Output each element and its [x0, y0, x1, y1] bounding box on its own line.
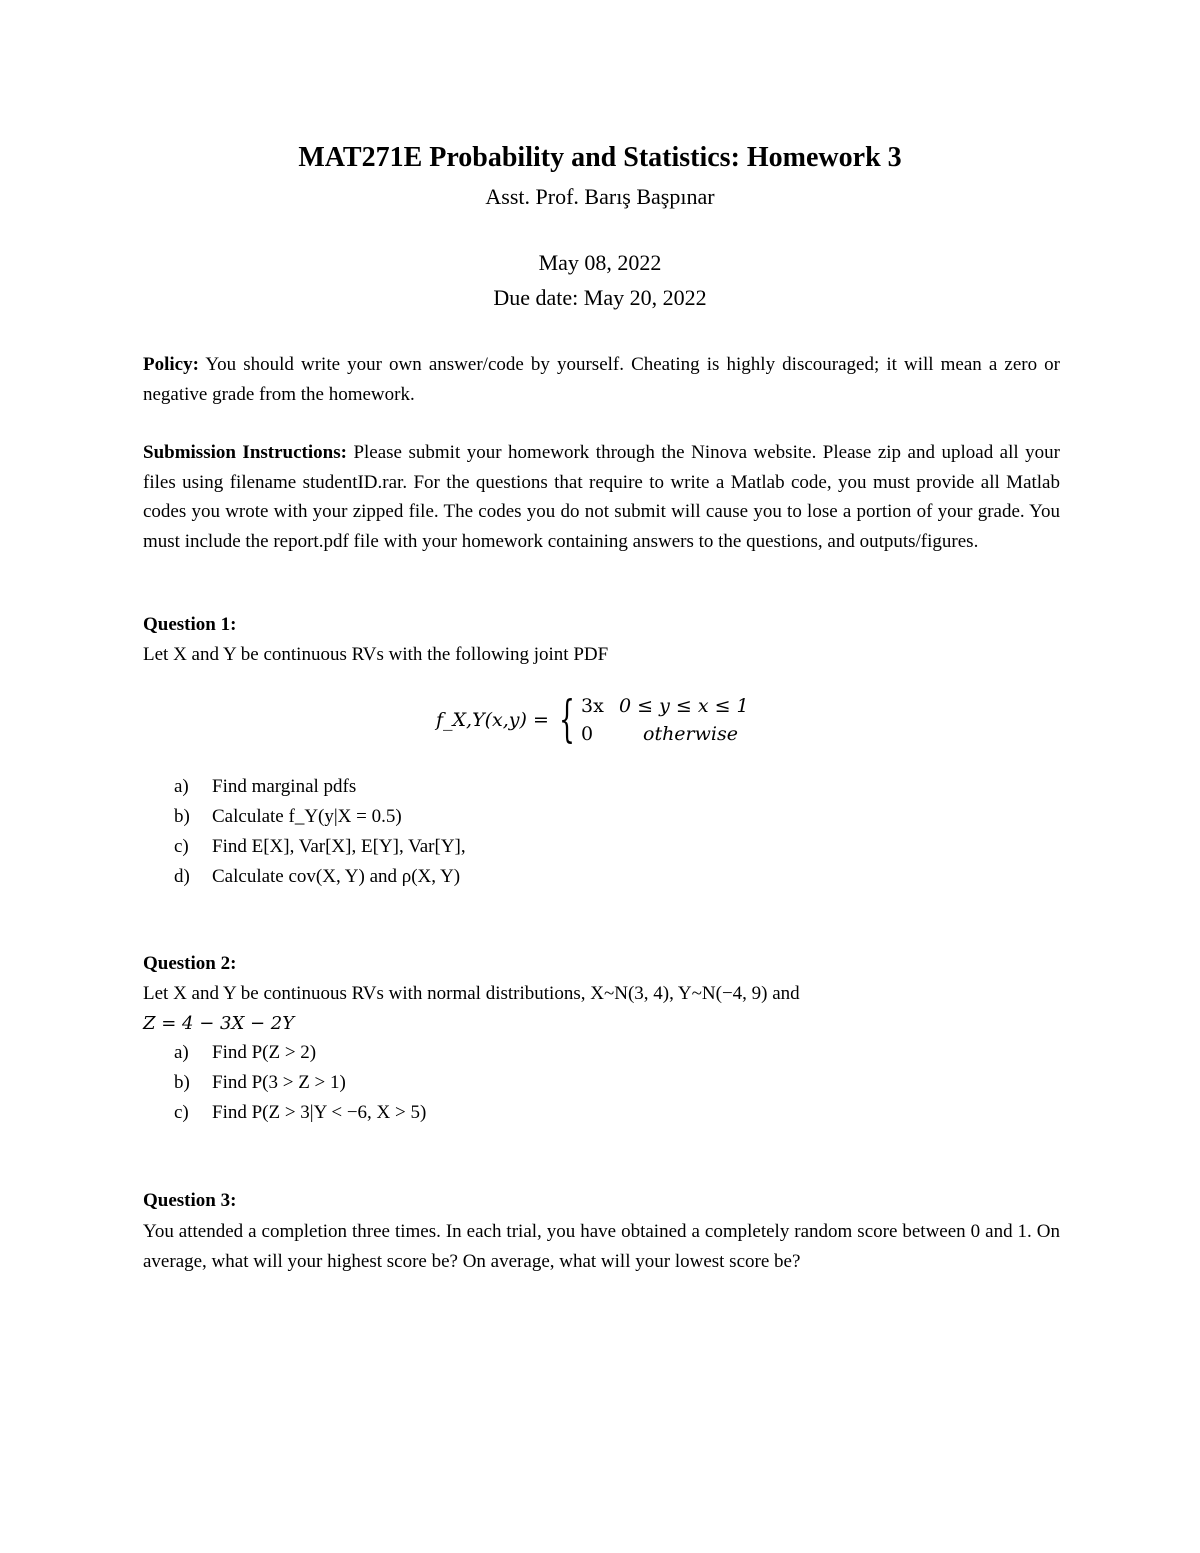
question1-item-b: b) Calculate f_Y(y|X = 0.5) [174, 806, 402, 827]
instructor-name: Asst. Prof. Barış Başpınar [485, 184, 715, 209]
question2-z-definition: Z = 4 − 3X − 2Y [143, 1013, 295, 1034]
pdf-case1-value: 3x [581, 695, 604, 717]
policy-text: You should write your own answer/code by yourself. Cheating is highly discouraged; it will mean a zero or negative grade from the homework. [143, 354, 1060, 405]
policy-paragraph [143, 350, 1060, 409]
document-title: MAT271E Probability and Statistics: Homework 3 [298, 142, 902, 173]
question1-item-c: c) Find E[X], Var[X], E[Y], Var[Y], [174, 836, 466, 857]
question2-intro: Let X and Y be continuous RVs with normal distributions, X~N(3, 4), Y~N(−4, 9) and [143, 983, 800, 1004]
question2-item-c: c) Find P(Z > 3|Y < −6, X > 5) [174, 1102, 427, 1123]
pdf-case1-condition: 0 ≤ y ≤ x ≤ 1 [619, 695, 749, 717]
joint-pdf-equation [436, 690, 776, 751]
policy-label: Policy: [143, 354, 199, 375]
question1-item-d: d) Calculate cov(X, Y) and ρ(X, Y) [174, 866, 461, 887]
submission-paragraph [143, 438, 1060, 556]
brace-symbol: { [559, 690, 575, 748]
question1-heading: Question 1: [143, 614, 237, 635]
question2-item-a: a) Find P(Z > 2) [174, 1042, 317, 1063]
due-date: Due date: May 20, 2022 [493, 285, 707, 310]
question3-text: You attended a completion three times. In each trial, you have obtained a completely random score between 0 and 1. On average, what will your highest score be? On average, what will your lowest score be? [143, 1221, 1060, 1272]
issue-date: May 08, 2022 [538, 250, 662, 275]
submission-text: Please submit your homework through the Ninova website. Please zip and upload all your files using filename studentID.rar. For the questions that require to write a Matlab code, you must provide all Matlab codes you wrote with your zipped file. The codes you do not submit will cause you to lose a portion of your grade. You must include the report.pdf file with your homework containing answers to the questions, and outputs/figures. [143, 442, 1060, 552]
question2-heading: Question 2: [143, 953, 237, 974]
question2-item-b: b) Find P(3 > Z > 1) [174, 1072, 346, 1093]
question1-intro: Let X and Y be continuous RVs with the following joint PDF [143, 644, 609, 665]
submission-label: Submission Instructions: [143, 442, 347, 463]
pdf-case2-condition: otherwise [643, 723, 738, 745]
question3-heading: Question 3: [143, 1190, 237, 1211]
pdf-lhs: f_X,Y(x,y) = [436, 709, 549, 731]
question1-item-a: a) Find marginal pdfs [174, 776, 357, 797]
pdf-case2-value: 0 [581, 723, 594, 745]
